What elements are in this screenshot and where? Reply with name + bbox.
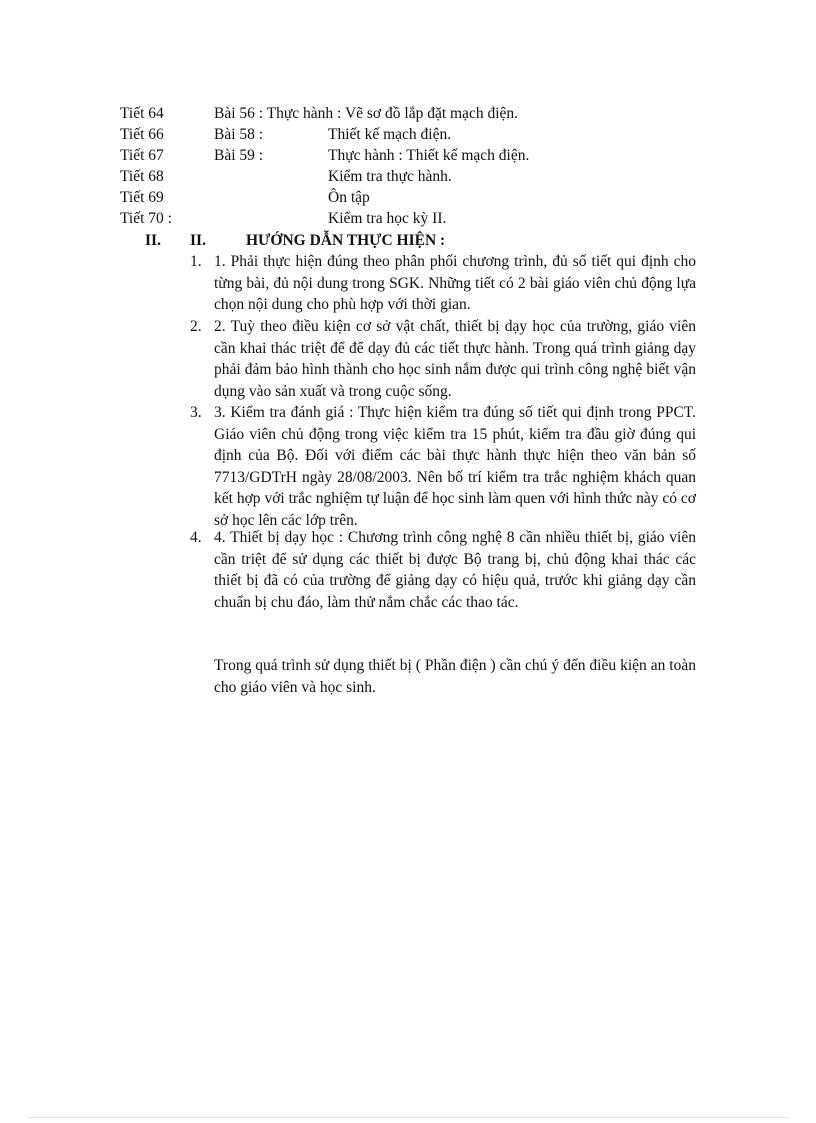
topic-label: Ôn tập — [328, 189, 370, 206]
item-text: 2. Tuỳ theo điều kiện cơ sở vật chất, thiết bị dạy học của trường, giáo viên cần khai thác triệt để để dạy đủ các tiết thực hành. Trong quá trình giảng dạy phải đảm bảo hình thành cho học sinh nắm được qui trình công nghệ biết vận dụng vào sản xuất và trong cuộc sống. — [214, 318, 696, 400]
period-label: Tiết 68 — [120, 168, 164, 185]
page-divider — [28, 1117, 788, 1118]
lesson-label: Bài 59 : — [214, 147, 264, 164]
period-label: Tiết 70 : — [120, 210, 172, 227]
period-label: Tiết 66 — [120, 126, 164, 143]
period-label: Tiết 69 — [120, 189, 164, 206]
item-text: 3. Kiểm tra đánh giá : Thực hiện kiểm tra đúng số tiết qui định trong PPCT. Giáo viên chủ động trong việc kiểm tra 15 phút, kiểm tra đầu giờ đúng qui định của Bộ. Đối với điểm các bài thực hành thực hiện theo văn bản số 7713/GDTrH ngày 28/08/2003. Nên bố trí kiểm tra trắc nghiệm khách quan kết hợp với trắc nghiệm tự luận để học sinh làm quen với hình thức này có cơ sở học lên các lớp trên. — [214, 404, 696, 529]
section-marker: II. — [190, 232, 206, 249]
safety-note: Trong quá trình sử dụng thiết bị ( Phần điện ) cần chú ý đến điều kiện an toàn cho giáo viên và học sinh. — [214, 657, 696, 696]
item-text: 1. Phải thực hiện đúng theo phân phối chương trình, đủ số tiết qui định cho từng bài, đủ nội dung trong SGK. Những tiết có 2 bài giáo viên chủ động lựa chọn nội dung cho phù hợp với thời gian. — [214, 253, 696, 313]
period-label: Tiết 64 — [120, 105, 164, 122]
item-text: 4. Thiết bị dạy học : Chương trình công nghệ 8 cần nhiều thiết bị, giáo viên cần triệt để sử dụng các thiết bị được Bộ trang bị, chủ động khai thác các thiết bị đã có của trường để giảng dạy có hiệu quả, trước khi giảng dạy cần chuẩn bị chu đáo, làm thử nắm chắc các thao tác. — [214, 529, 696, 611]
topic-label: Thực hành : Thiết kế mạch điện. — [328, 147, 530, 164]
topic-label: Thiết kế mạch điện. — [328, 126, 452, 143]
topic-label: Kiểm tra học kỳ II. — [328, 210, 447, 227]
lesson-label: Bài 56 : Thực hành : Vẽ sơ đồ lắp đặt mạch điện. — [214, 105, 519, 122]
item-number: 3. — [190, 404, 202, 421]
section-marker: II. — [145, 232, 161, 249]
period-label: Tiết 67 — [120, 147, 164, 164]
topic-label: Kiểm tra thực hành. — [328, 168, 452, 185]
section-title: HƯỚNG DẪN THỰC HIỆN : — [246, 232, 446, 249]
item-number: 1. — [190, 253, 202, 270]
item-number: 2. — [190, 318, 202, 335]
lesson-label: Bài 58 : — [214, 126, 264, 143]
item-number: 4. — [190, 529, 202, 546]
